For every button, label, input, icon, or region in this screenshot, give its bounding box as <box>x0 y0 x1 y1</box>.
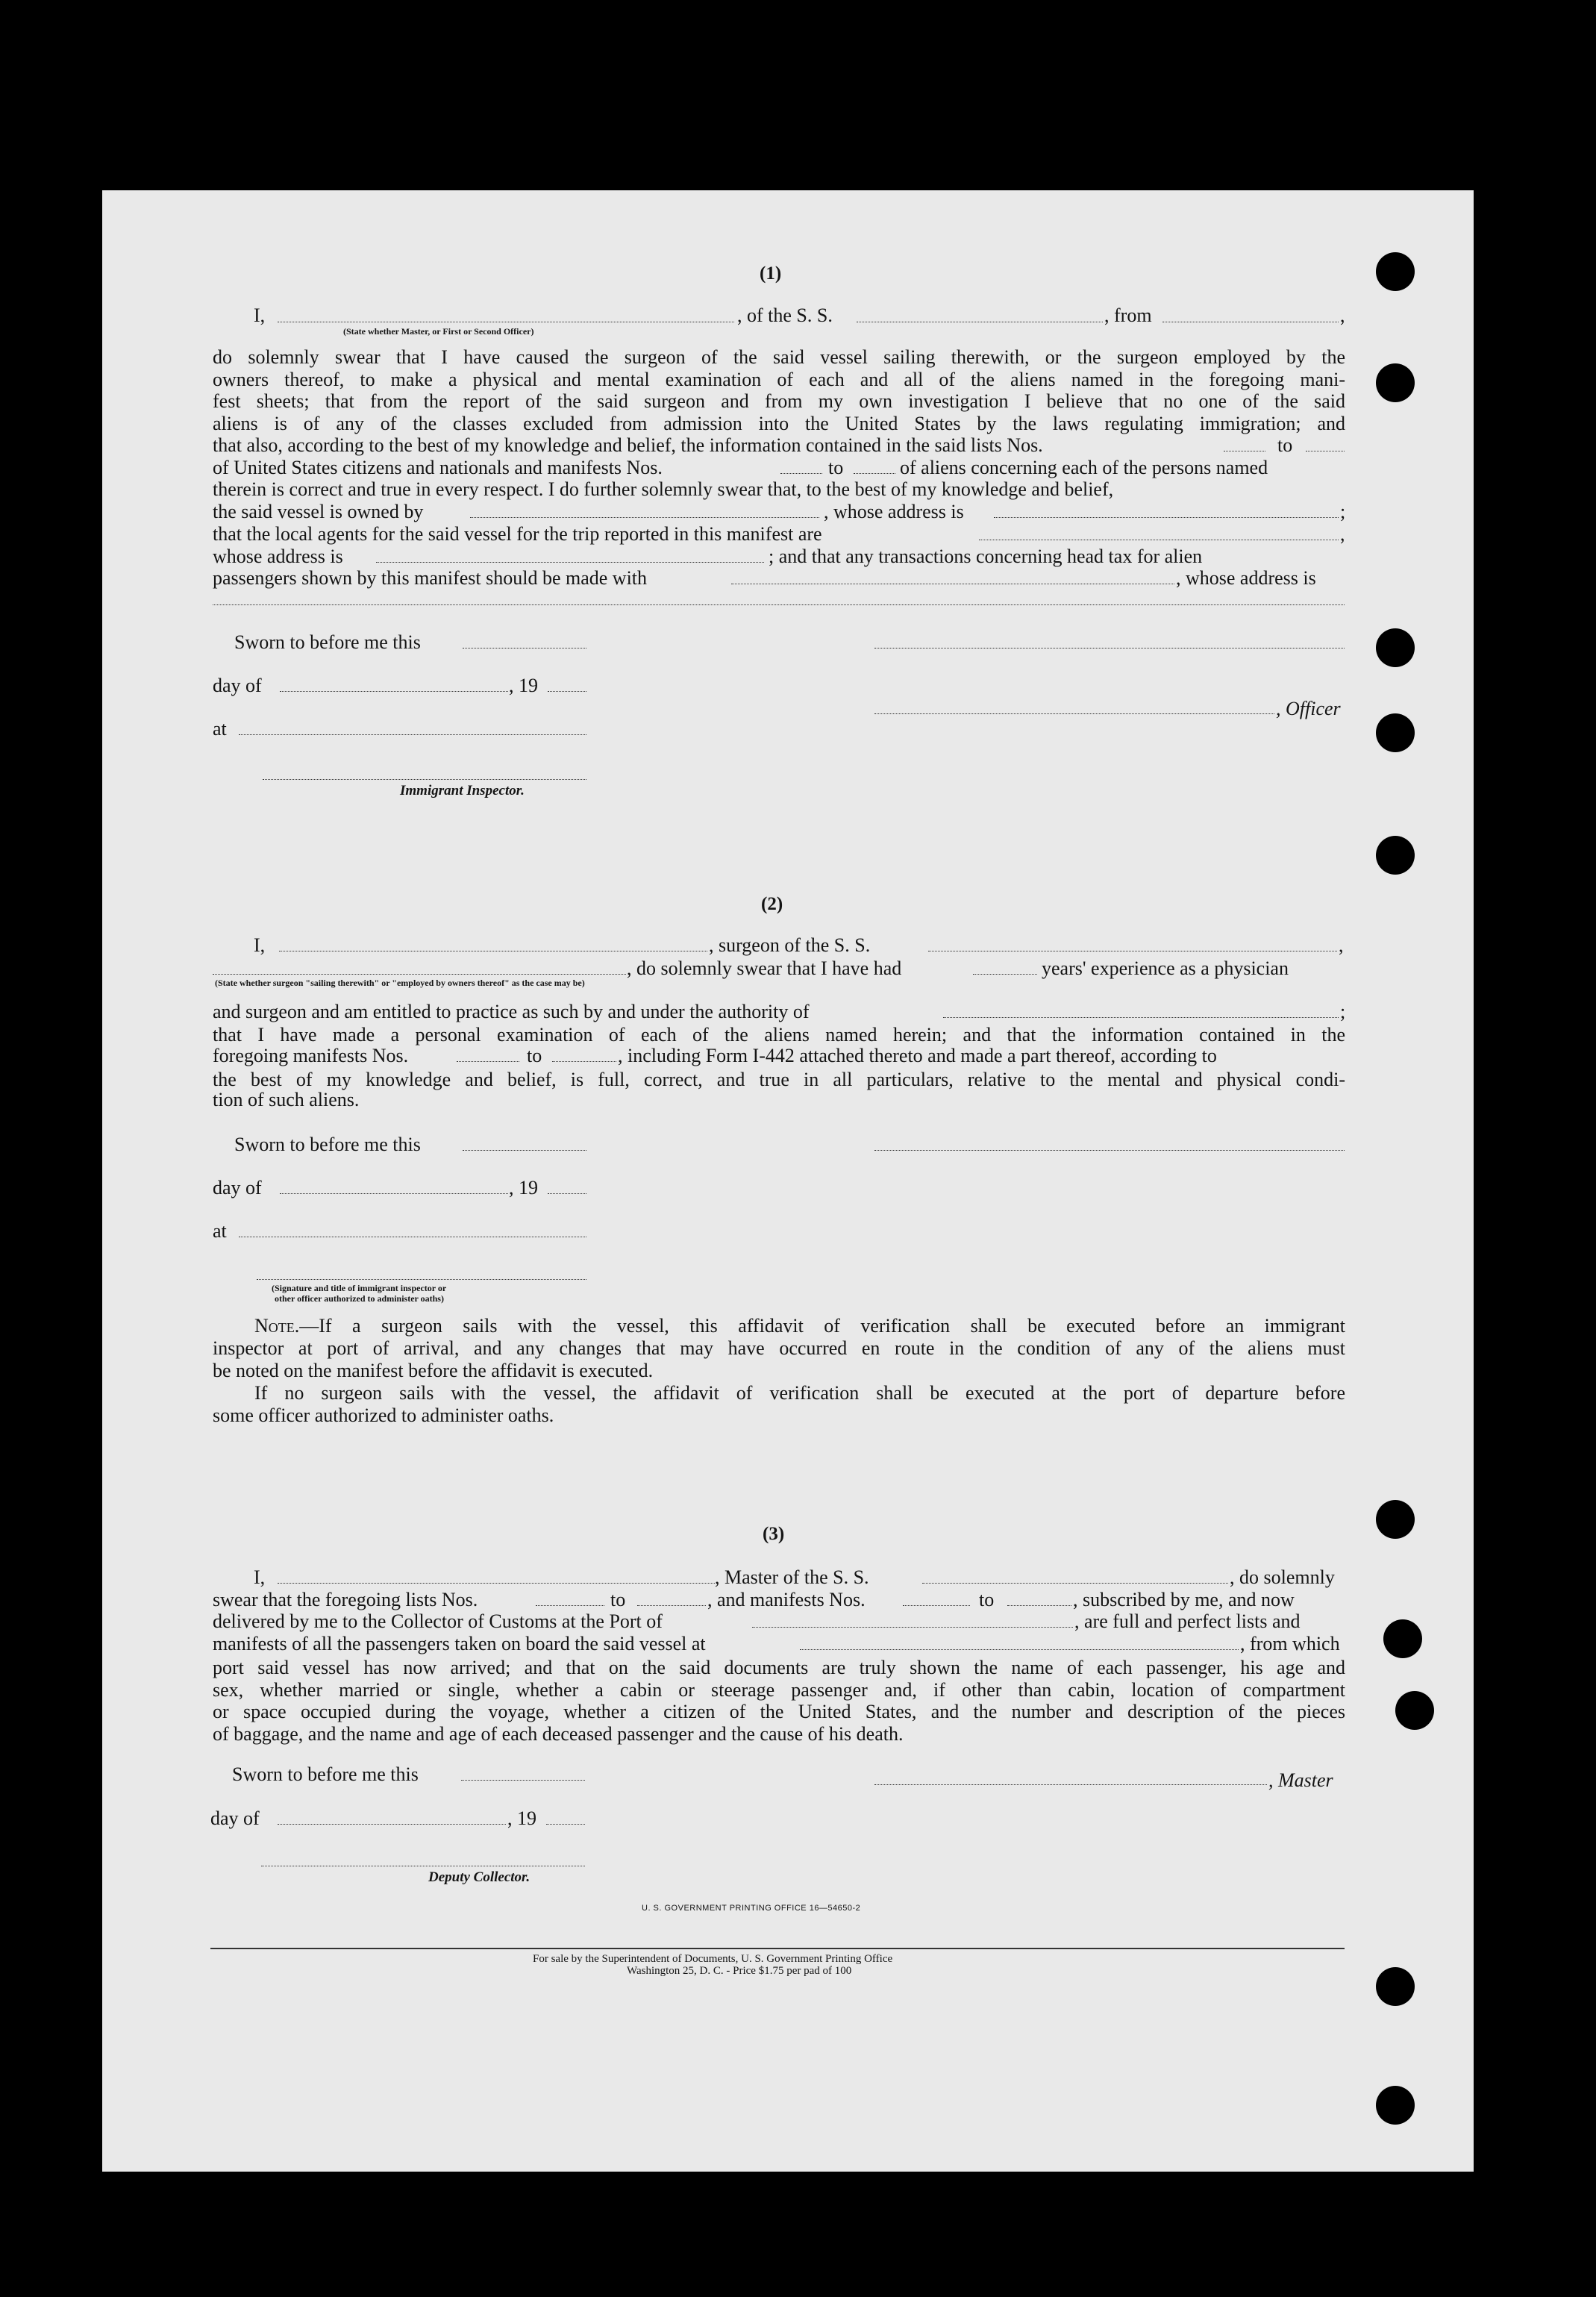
officer-title-field[interactable] <box>874 713 1274 714</box>
surgeon-type-field[interactable] <box>213 974 626 975</box>
s1-at: at <box>213 718 227 740</box>
s3-subscribed: , subscribed by me, and now <box>1073 1589 1295 1610</box>
s3-do-solemnly: , do solemnly <box>1230 1566 1335 1588</box>
agents-address-field[interactable] <box>376 562 764 563</box>
note-line-1 <box>213 1315 1345 1337</box>
s3-port-field[interactable] <box>752 1627 1073 1628</box>
s2-sworn: Sworn to before me this <box>234 1134 421 1155</box>
sig-hint-1: (Signature and title of immigrant inspector or <box>272 1283 447 1293</box>
s3-manifests-all: manifests of all the passengers taken on board the said vessel at <box>213 1633 706 1654</box>
inspector-or-officer-signature-field[interactable] <box>257 1279 586 1280</box>
note-paragraph <box>213 1315 1345 1427</box>
s3-from-which: , from which <box>1240 1633 1340 1654</box>
s3-year: , 19 <box>507 1807 536 1829</box>
s1-owned-by: the said vessel is owned by <box>213 501 424 522</box>
s3-line: of baggage, and the name and age of each deceased passenger and the cause of his death. <box>213 1722 904 1745</box>
s3-sworn-field[interactable] <box>461 1780 585 1781</box>
punch-hole <box>1376 836 1415 875</box>
sig-hint-2: other officer authorized to administer oaths) <box>275 1293 444 1304</box>
s2-manifests-from-field[interactable] <box>457 1061 519 1062</box>
s2-line: the best of my knowledge and belief, is full, correct, and true in all particulars, relative to the mental and physical condi- <box>213 1069 1345 1090</box>
s3-paragraph <box>213 1657 1345 1745</box>
s3-line: sex, whether married or single, whether a cabin or steerage passenger and, if other than cabin, location of compartment <box>213 1678 1345 1701</box>
s1-to-a: to <box>1277 434 1293 456</box>
years-experience-field[interactable] <box>973 974 1037 975</box>
s1-head-tax: ; and that any transactions concerning head tax for alien <box>769 546 1203 567</box>
s3-lists-to-field[interactable] <box>637 1605 706 1606</box>
s2-exam-line <box>213 1024 1345 1046</box>
s3-to-a: to <box>610 1589 626 1610</box>
s3-embarkation-field[interactable] <box>800 1649 1239 1650</box>
s2-tion: tion of such aliens. <box>213 1089 360 1110</box>
authority-field[interactable] <box>943 1017 1339 1018</box>
s1-line: aliens is of any of the classes excluded from admission into the United States by the laws regulating immigration; and <box>213 412 1345 434</box>
s1-line: do solemnly swear that I have caused the surgeon of the said vessel sailing therewith, or the surgeon employed by the <box>213 346 1345 368</box>
s2-foregoing: foregoing manifests Nos. <box>213 1045 409 1066</box>
sale-line-1: For sale by the Superintendent of Documents, U. S. Government Printing Office <box>533 1953 893 1965</box>
note-text: —If a surgeon sails with the vessel, this affidavit of verification shall be executed before an immigrant <box>299 1315 1345 1337</box>
note-label: Note. <box>254 1315 300 1337</box>
s1-whose-address-3: , whose address is <box>1176 567 1316 589</box>
owner-address-field[interactable] <box>994 517 1339 518</box>
s1-year-field[interactable] <box>548 691 586 692</box>
s1-paragraph <box>213 346 1345 434</box>
s1-comma: , <box>1340 304 1345 326</box>
s3-and-manifests: , and manifests Nos. <box>707 1589 866 1610</box>
manifests-to-field[interactable] <box>854 473 895 474</box>
s3-delivered: delivered by me to the Collector of Customs at the Port of <box>213 1610 663 1632</box>
s2-comma: , <box>1339 934 1344 956</box>
s1-line: fest sheets; that from the report of the said surgeon and from my own investigation I believe that no one of the said <box>213 390 1345 412</box>
s2-year-field[interactable] <box>548 1193 586 1194</box>
note-line: inspector at port of arrival, and any changes that may have occurred en route in the condition of any of the aliens must <box>213 1337 1345 1359</box>
note-line: some officer authorized to administer oaths. <box>213 1404 554 1426</box>
owner-field[interactable] <box>470 517 819 518</box>
punch-hole <box>1383 1619 1422 1658</box>
s3-master: , Master <box>1268 1769 1333 1791</box>
sale-line-2: Washington 25, D. C. - Price $1.75 per pad of 100 <box>627 1965 852 1977</box>
note-line: be noted on the manifest before the affidavit is executed. <box>213 1360 654 1381</box>
s3-master-of: , Master of the S. S. <box>715 1566 869 1588</box>
s2-surgeon-of: , surgeon of the S. S. <box>709 934 871 956</box>
s2-at: at <box>213 1220 227 1242</box>
s3-year-field[interactable] <box>546 1824 585 1825</box>
s2-sworn-field[interactable] <box>463 1150 586 1151</box>
s3-sworn: Sworn to before me this <box>232 1763 419 1785</box>
surgeon-signature-field[interactable] <box>874 1150 1345 1151</box>
s1-i: I, <box>254 304 266 326</box>
s1-officer: , Officer <box>1276 698 1341 719</box>
s1-day-field[interactable] <box>280 691 508 692</box>
s2-best-line <box>213 1069 1345 1091</box>
s3-vessel-field[interactable] <box>922 1583 1228 1584</box>
s1-sworn: Sworn to before me this <box>234 631 421 653</box>
punch-hole <box>1395 1691 1434 1730</box>
s1-line: of United States citizens and nationals and manifests Nos. <box>213 457 663 478</box>
s1-sworn-field[interactable] <box>463 648 586 649</box>
s1-concerning: of aliens concerning each of the persons named <box>900 457 1268 478</box>
s3-deputy: Deputy Collector. <box>428 1869 531 1885</box>
s1-line: owners thereof, to make a physical and mental examination of each and all of the aliens named in the foregoing mani- <box>213 368 1345 390</box>
s2-i: I, <box>254 934 266 956</box>
note-line: If no surgeon sails with the vessel, the affidavit of verification shall be executed at the port of departure before <box>254 1382 1345 1404</box>
s3-to-b: to <box>979 1589 995 1610</box>
s2-year: , 19 <box>509 1177 538 1198</box>
manifests-from-field[interactable] <box>780 473 822 474</box>
s3-day-of: day of <box>210 1807 260 1829</box>
officer-hint: (State whether Master, or First or Second Officer) <box>343 326 534 337</box>
master-signature-field[interactable] <box>874 1784 1267 1785</box>
s1-semicolon: ; <box>1340 501 1346 522</box>
s3-manifests-to-field[interactable] <box>1007 1605 1071 1606</box>
punch-hole <box>1376 628 1415 667</box>
punch-hole <box>1376 1500 1415 1539</box>
s2-day-field[interactable] <box>280 1193 508 1194</box>
s2-to: to <box>527 1045 542 1066</box>
surgeon-hint: (State whether surgeon "sailing therewith" or "employed by owners thereof" as the case may be) <box>215 978 585 988</box>
s2-authority: and surgeon and am entitled to practice as such by and under the authority of <box>213 1001 810 1022</box>
s1-of-ss: , of the S. S. <box>737 304 833 326</box>
s3-day-field[interactable] <box>278 1824 506 1825</box>
s3-lists-from-field[interactable] <box>536 1605 604 1606</box>
s2-years-exp: years' experience as a physician <box>1042 957 1289 979</box>
s1-year: , 19 <box>509 675 538 696</box>
s1-whose-address: , whose address is <box>824 501 964 522</box>
s1-inspector: Immigrant Inspector. <box>400 783 525 799</box>
punch-hole <box>1376 713 1415 752</box>
s3-i: I, <box>254 1566 266 1588</box>
punch-hole <box>1376 2086 1415 2125</box>
officer-signature-field[interactable] <box>874 648 1345 649</box>
s3-swear-lists: swear that the foregoing lists Nos. <box>213 1589 478 1610</box>
s1-from: , from <box>1104 304 1152 326</box>
section-1-number: (1) <box>760 263 782 284</box>
gpo-imprint: U. S. GOVERNMENT PRINTING OFFICE 16—54650-2 <box>642 1904 861 1913</box>
section-3-number: (3) <box>763 1524 785 1544</box>
head-tax-address-field[interactable] <box>213 604 1345 605</box>
s1-line: therein is correct and true in every respect. I do further solemnly swear that, to the best of my knowledge and belief, <box>213 478 1114 500</box>
inspector-signature-field[interactable] <box>263 779 586 780</box>
footer-rule <box>210 1948 1345 1949</box>
s2-line: that I have made a personal examination of each of the aliens named herein; and that the information contained in the <box>213 1024 1345 1046</box>
s1-local-agents: that the local agents for the said vessel for the trip reported in this manifest are <box>213 523 822 545</box>
s3-full-perfect: , are full and perfect lists and <box>1074 1610 1301 1632</box>
s1-at-field[interactable] <box>239 734 586 735</box>
punch-hole <box>1376 363 1415 402</box>
punch-hole <box>1376 252 1415 291</box>
s2-manifests-to-field[interactable] <box>552 1061 616 1062</box>
s2-including: , including Form I-442 attached thereto and made a part thereof, according to <box>618 1045 1217 1066</box>
s1-passengers: passengers shown by this manifest should be made with <box>213 567 648 589</box>
s3-manifests-from-field[interactable] <box>903 1605 970 1606</box>
s3-master-name-field[interactable] <box>278 1583 715 1584</box>
s3-line: port said vessel has now arrived; and that on the said documents are truly shown the name of each passenger, his age and <box>213 1657 1345 1678</box>
s1-whose-address-2: whose address is <box>213 546 343 567</box>
s1-day-of: day of <box>213 675 262 696</box>
s3-line: or space occupied during the voyage, whether a citizen of the United States, and the number and description of the pieces <box>213 1701 1345 1722</box>
s1-comma-2: , <box>1340 523 1345 545</box>
section-2-number: (2) <box>761 894 783 914</box>
punch-hole <box>1376 1967 1415 2006</box>
s2-swear-had: , do solemnly swear that I have had <box>627 957 902 979</box>
s2-semicolon: ; <box>1340 1001 1346 1022</box>
s2-day-of: day of <box>213 1177 262 1198</box>
s1-line: that also, according to the best of my knowledge and belief, the information contained in the said lists Nos. <box>213 434 1043 456</box>
s1-to-b: to <box>828 457 844 478</box>
